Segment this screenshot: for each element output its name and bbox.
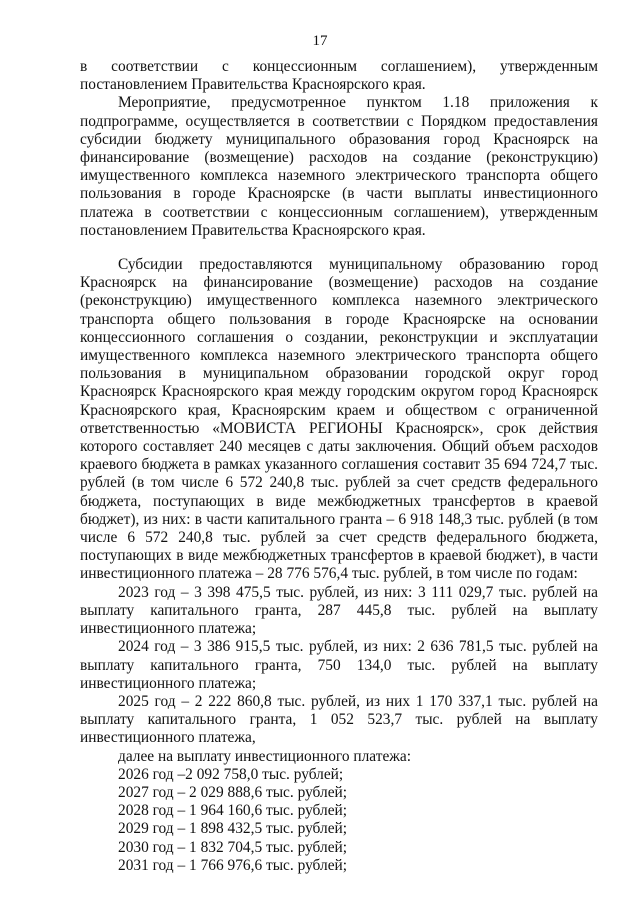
paragraph-year-2024: 2024 год – 3 386 915,5 тыс. рублей, из них: 2 636 781,5 тыс. рублей на выплату капитального гранта, 750 134,0 тыс. рублей на выплату инвестиционного платежа; [80,638,598,692]
list-intro: далее на выплату инвестиционного платежа: [118,747,412,765]
paragraph-measure: Мероприятие, предусмотренное пунктом 1.18 приложения к подпрограмме, осуществляется в соответствии с Порядком предоставления субсидии бюджету муниципального образования город Красноярск на финансирование (возмещение) расходов на создание (реконструкцию) имущественного комплекса наземного электрического транспорта общего пользования в городе Красноярске (в части выплаты инвестиционного платежа в соответствии с концессионным соглашением), утвержденным постановлением Правительства Красноярского края. [80,94,598,239]
page-number: 17 [312,33,328,49]
paragraph-year-2023: 2023 год – 3 398 475,5 тыс. рублей, из них: 3 111 029,7 тыс. рублей на выплату капитального гранта, 287 445,8 тыс. рублей на выплату инвестиционного платежа; [80,583,598,638]
list-item: 2027 год – 2 029 888,6 тыс. рублей; [118,783,348,801]
paragraph-subsidies: Субсидии предоставляются муниципальному образованию город Красноярск на финансирование (возмещение) расходов на создание (реконструкцию) имущественного комплекса наземного электрического транспорта общего пользования в городе Красноярске на основании концессионного соглашения о создании, реконструкции и эксплуатации имущественного комплекса наземного электрического транспорта общего пользования в муниципальном образовании городской округ город Красноярск Красноярского края между городским округом город Красноярск Красноярского края, Красноярским краем и обществом с ограниченной ответственностью «МОВИСТА РЕГИОНЫ Красноярск», срок действия которого составляет 240 месяцев с даты заключения. Общий объем расходов краевого бюджета в рамках указанного соглашения составит 35 694 724,7 тыс. рублей (в том числе 6 572 240,8 тыс. рублей за счет средств федерального бюджета, поступающих в виде межбюджетных трансфертов в краевой бюджет), из них: в части капитального гранта – 6 918 148,3 тыс. рублей (в том числе 6 572 240,8 тыс. рублей за счет средств федерального бюджета, поступающих в виде межбюджетных трансфертов в краевой бюджет), в части инвестиционного платежа – 28 776 576,4 тыс. рублей, в том числе по годам: [80,256,598,583]
list-item: 2026 год –2 092 758,0 тыс. рублей; [118,765,344,783]
list-item: 2030 год – 1 832 704,5 тыс. рублей; [118,838,348,856]
paragraph-year-2025: 2025 год – 2 222 860,8 тыс. рублей, из них 1 170 337,1 тыс. рублей на выплату капитального гранта, 1 052 523,7 тыс. рублей на выплату инвестиционного платежа, [80,692,598,747]
list-item: 2028 год – 1 964 160,6 тыс. рублей; [118,802,348,820]
paragraph-continuation: в соответствии с концессионным соглашением), утвержденным постановлением Правительства Красноярского края. [80,58,598,94]
list-item: 2029 год – 1 898 432,5 тыс. рублей; [118,820,348,838]
list-item: 2031 год – 1 766 976,6 тыс. рублей; [118,856,348,874]
document-body [80,58,598,875]
